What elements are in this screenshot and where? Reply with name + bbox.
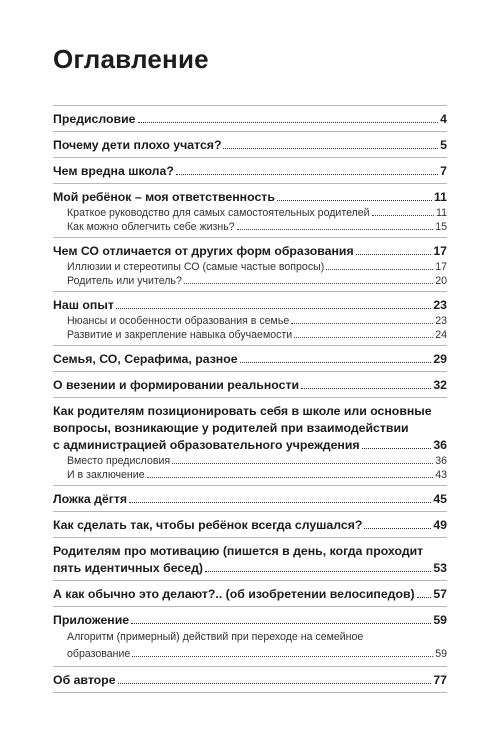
subentry-page-number: 11 (436, 207, 447, 219)
entry-line (53, 586, 447, 603)
entry-title: Ложка дёгтя (53, 492, 128, 506)
dot-leader (129, 502, 431, 503)
subentry-title-block (67, 629, 447, 663)
dot-leader (172, 463, 433, 464)
entry-page-number: 77 (433, 673, 447, 687)
toc-entry[interactable] (53, 607, 447, 667)
subentry-line (67, 454, 447, 468)
entry-title-line: Родителям про мотивацию (пишется в день, когда проходит (53, 544, 424, 558)
entry-last-line (53, 560, 447, 577)
dot-leader (372, 215, 434, 216)
subentry-page-number: 20 (435, 275, 447, 287)
entry-title: Предисловие (53, 112, 136, 126)
subentry-line (67, 220, 447, 234)
entry-title: Почему дети плохо учатся? (53, 138, 222, 152)
dot-leader (362, 448, 432, 449)
entry-line (53, 351, 447, 368)
toc-subentry[interactable] (53, 274, 447, 288)
dot-leader (356, 254, 432, 255)
toc-subentry[interactable] (53, 260, 447, 274)
subentry-page-number: 36 (435, 455, 447, 467)
entry-page-number: 5 (440, 138, 447, 152)
toc-subentry[interactable] (53, 454, 447, 468)
entry-line (53, 163, 447, 180)
dot-leader (176, 174, 438, 175)
entry-page-number: 7 (440, 164, 447, 178)
entry-last-line (53, 437, 447, 454)
entry-line (53, 612, 447, 629)
toc-entry[interactable] (53, 398, 447, 486)
entry-page-number: 36 (433, 438, 447, 452)
entry-title: Наш опыт (53, 298, 114, 312)
dot-leader (364, 528, 431, 529)
entry-page-number: 32 (433, 378, 447, 392)
dot-leader (184, 283, 433, 284)
subentry-title: Родитель или учитель? (67, 275, 182, 287)
dot-leader (116, 308, 431, 309)
dot-leader (205, 571, 431, 572)
toc-entry[interactable] (53, 667, 447, 693)
entry-title: О везении и формировании реальности (53, 378, 300, 392)
entry-title: Приложение (53, 613, 130, 627)
subentry-title-line: Алгоритм (примерный) действий при переходе на семейное (67, 631, 364, 643)
entry-line (53, 517, 447, 534)
entry-page-number: 17 (433, 244, 447, 258)
toc-entry[interactable] (53, 105, 447, 132)
table-of-contents (53, 105, 447, 693)
entry-title-block (53, 403, 447, 454)
entry-title: Мой ребёнок – моя ответственность (53, 190, 275, 204)
subentry-title: Вместо предисловия (67, 455, 171, 467)
dot-leader (223, 148, 438, 149)
toc-entry[interactable] (53, 238, 447, 292)
toc-entry[interactable] (53, 184, 447, 238)
subentry-title-line: образование (67, 648, 131, 660)
dot-leader (237, 229, 434, 230)
entry-line (53, 672, 447, 689)
toc-entry[interactable] (53, 292, 447, 346)
entry-title: Чем вредна школа? (53, 164, 174, 178)
dot-leader (417, 597, 432, 598)
toc-entry[interactable] (53, 372, 447, 398)
subentry-line (67, 206, 447, 220)
subentry-title: Краткое руководство для самых самостоятельных родителей (67, 207, 370, 219)
entry-title: Семья, СО, Серафима, разное (53, 352, 238, 366)
entry-title-line: пять идентичных бесед) (53, 561, 203, 575)
entry-title: Чем СО отличается от других форм образования (53, 244, 354, 258)
toc-entry[interactable] (53, 132, 447, 158)
subentry-title: Как можно облегчить себе жизнь? (67, 221, 235, 233)
subentry-page-number: 43 (435, 469, 447, 481)
entry-page-number: 57 (433, 587, 447, 601)
dot-leader (301, 388, 431, 389)
entry-page-number: 45 (433, 492, 447, 506)
entry-title-line: Как родителям позиционировать себя в школе или основные (53, 404, 432, 418)
toc-entry[interactable] (53, 581, 447, 607)
page-title: Оглавление (53, 44, 209, 74)
dot-leader (131, 623, 431, 624)
subentry-line (67, 314, 447, 328)
entry-line (53, 189, 447, 206)
subentry-last-line (67, 646, 447, 663)
toc-entry[interactable] (53, 538, 447, 581)
subentry-title: Нюансы и особенности образования в семье (67, 315, 290, 327)
subentry-title: И в заключение (67, 469, 145, 481)
entry-title: А как обычно это делают?.. (об изобретении велосипедов) (53, 587, 415, 601)
toc-subentry[interactable] (53, 314, 447, 328)
subentry-title: Развитие и закрепление навыка обучаемости (67, 329, 293, 341)
subentry-line (67, 328, 447, 342)
entry-line (53, 377, 447, 394)
subentry-line (67, 468, 447, 482)
toc-subentry[interactable] (53, 629, 447, 663)
entry-line (53, 243, 447, 260)
subentry-title: Иллюзии и стереотипы СО (самые частые вопросы) (67, 261, 325, 273)
entry-line (53, 491, 447, 508)
dot-leader (326, 269, 433, 270)
toc-entry[interactable] (53, 158, 447, 184)
entry-line (53, 137, 447, 154)
dot-leader (277, 200, 432, 201)
dot-leader (147, 477, 434, 478)
entry-title-line: с администрацией образовательного учреждения (53, 438, 360, 452)
toc-entry[interactable] (53, 346, 447, 372)
entry-line (53, 111, 447, 128)
toc-subentry[interactable] (53, 468, 447, 482)
subentry-page-number: 17 (435, 261, 447, 273)
dot-leader (118, 683, 432, 684)
entry-title: Об авторе (53, 673, 116, 687)
subentry-page-number: 23 (435, 315, 447, 327)
toc-subentry[interactable] (53, 220, 447, 234)
entry-title-line: вопросы, возникающие у родителей при взаимодействии (53, 421, 409, 435)
dot-leader (294, 337, 433, 338)
entry-page-number: 53 (433, 561, 447, 575)
entry-page-number: 29 (433, 352, 447, 366)
entry-title-block (53, 543, 447, 577)
subentry-line (67, 260, 447, 274)
subentry-page-number: 15 (435, 221, 447, 233)
dot-leader (138, 122, 439, 123)
dot-leader (291, 323, 433, 324)
entry-page-number: 4 (440, 112, 447, 126)
toc-entry[interactable] (53, 512, 447, 538)
entry-page-number: 49 (433, 518, 447, 532)
subentry-line (67, 274, 447, 288)
entry-title: Как сделать так, чтобы ребёнок всегда слушался? (53, 518, 363, 532)
toc-subentry[interactable] (53, 328, 447, 342)
toc-entry[interactable] (53, 486, 447, 512)
entry-line (53, 297, 447, 314)
dot-leader (132, 656, 433, 657)
entry-page-number: 23 (433, 298, 447, 312)
entry-page-number: 11 (434, 190, 447, 204)
entry-page-number: 59 (433, 613, 447, 627)
dot-leader (240, 362, 432, 363)
toc-subentry[interactable] (53, 206, 447, 220)
subentry-page-number: 24 (435, 329, 447, 341)
subentry-page-number: 59 (435, 648, 447, 660)
